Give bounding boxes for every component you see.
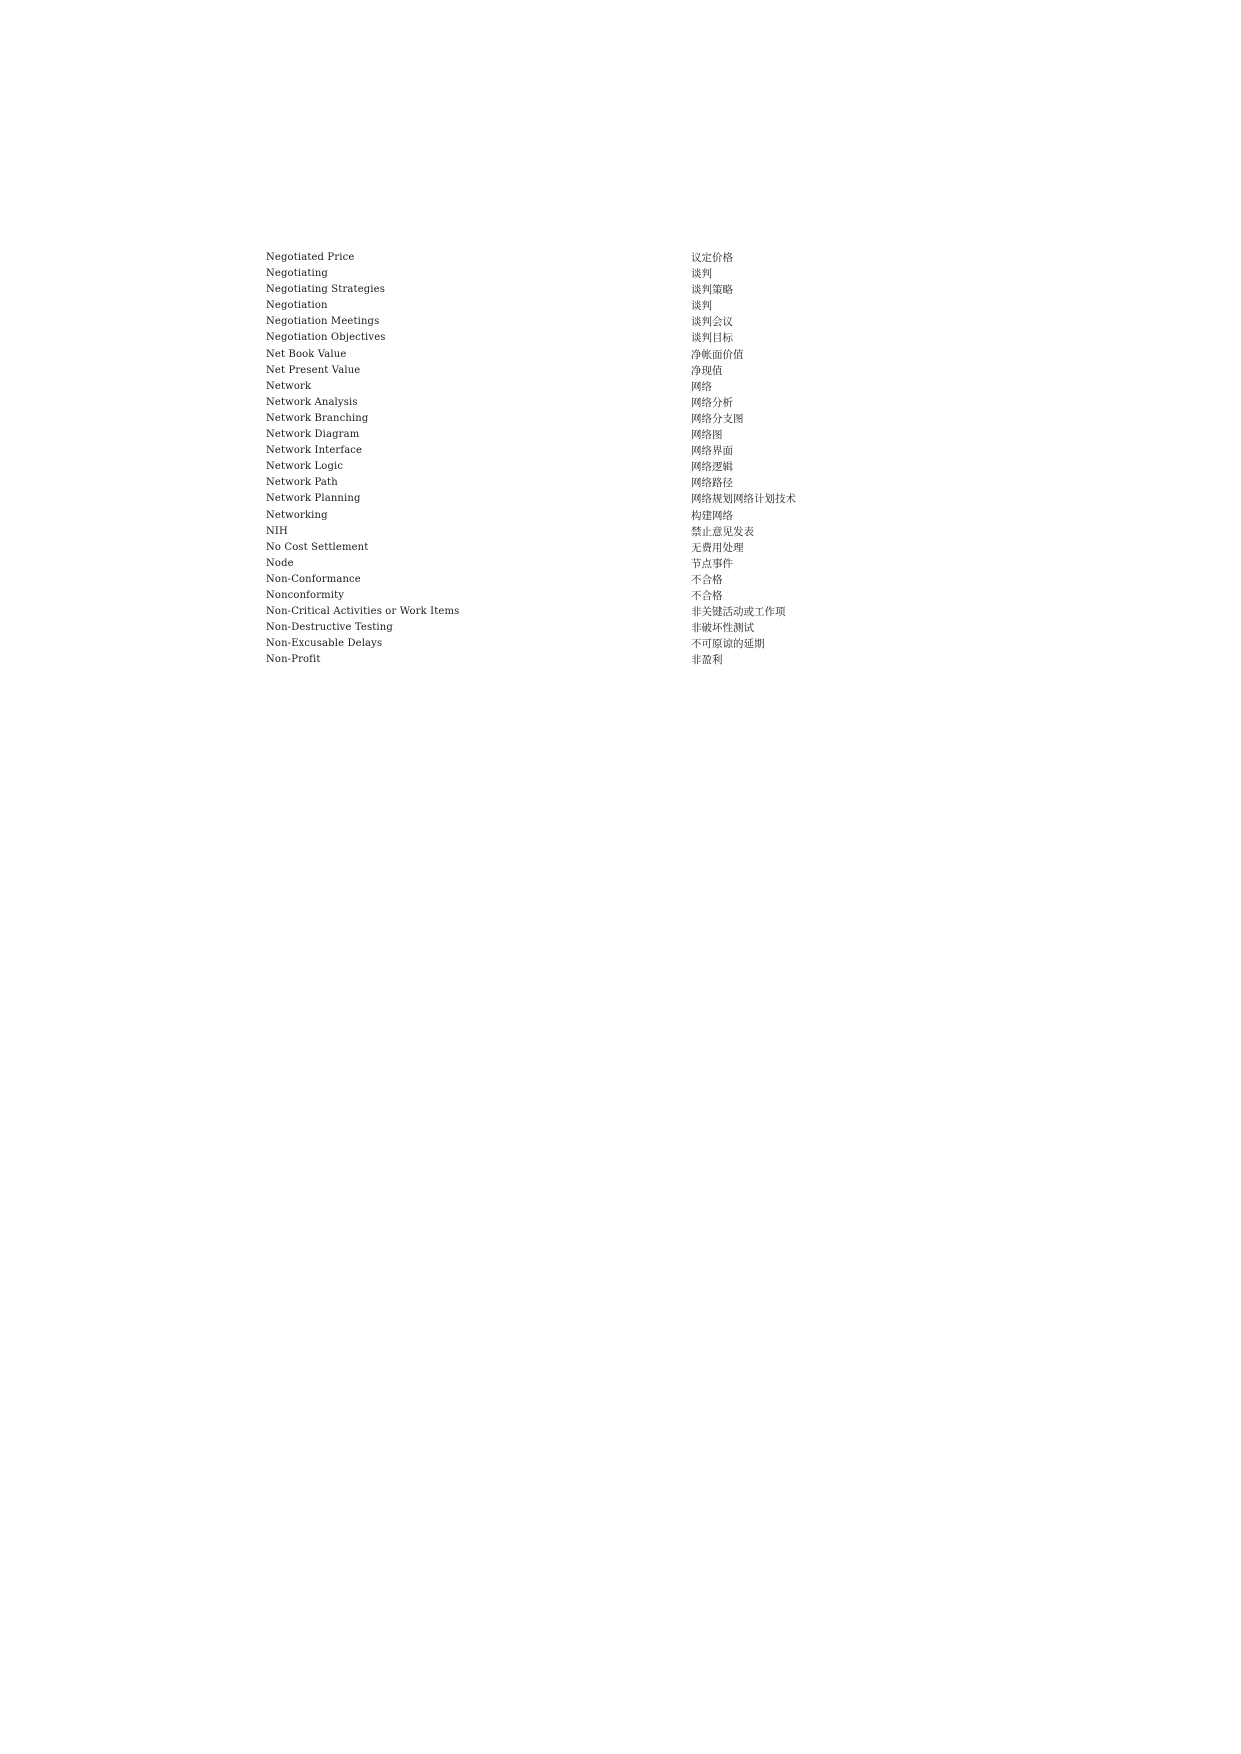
term: No Cost Settlement [266,541,369,553]
term: Negotiation Objectives [266,332,386,344]
term: Network Path [266,477,338,489]
translation: 网络分支图 [691,412,744,425]
translation: 不合格 [691,589,723,602]
glossary-entry [266,250,906,266]
term: Negotiating Strategies [266,284,386,296]
term: Network Interface [266,445,363,457]
glossary-entry [266,636,906,652]
glossary-entry [266,298,906,314]
glossary-entry [266,347,906,363]
glossary-entry [266,330,906,346]
term: Nonconformity [266,589,345,601]
glossary-entry [266,652,906,668]
glossary-entry [266,572,906,588]
term: Network Analysis [266,396,358,408]
glossary-list [266,250,906,668]
term: Negotiating [266,268,328,280]
glossary-entry [266,363,906,379]
glossary-entry [266,411,906,427]
glossary-entry [266,282,906,298]
translation: 议定价格 [691,252,733,264]
term: Non-Conformance [266,573,361,585]
term: Net Book Value [266,348,347,360]
glossary-entry [266,266,906,282]
glossary-entry [266,540,906,556]
translation: 禁止意见发表 [691,525,754,538]
term: Networking [266,509,328,521]
term: Non-Excusable Delays [266,638,383,650]
translation: 非盈利 [691,654,723,667]
translation: 网络界面 [691,445,733,458]
glossary-entry [266,588,906,604]
term: Network Diagram [266,429,360,441]
translation: 谈判目标 [691,332,733,345]
term: Negotiation Meetings [266,316,380,328]
translation: 网络 [691,380,712,393]
term: Network Planning [266,493,361,505]
translation: 网络规划网络计划技术 [691,493,796,506]
translation: 谈判 [691,268,712,281]
glossary-entry [266,524,906,540]
term: Negotiated Price [266,252,355,263]
translation: 网络分析 [691,396,733,409]
glossary-entry [266,491,906,507]
glossary-entry [266,443,906,459]
translation: 非破坏性测试 [691,622,754,635]
term: Node [266,557,294,569]
term: Network [266,380,312,392]
term: Network Logic [266,461,344,473]
glossary-entry [266,459,906,475]
glossary-entry [266,604,906,620]
glossary-entry [266,475,906,491]
term: Non-Critical Activities or Work Items [266,606,460,618]
term: Non-Destructive Testing [266,622,393,634]
term: Net Present Value [266,364,361,376]
term: NIH [266,525,288,537]
term: Network Branching [266,412,369,424]
translation: 网络路径 [691,477,733,490]
term: Non-Profit [266,654,321,666]
translation: 节点事件 [691,557,733,570]
term: Negotiation [266,300,328,312]
translation: 净帐面价值 [691,348,744,361]
translation: 谈判会议 [691,316,733,329]
translation: 不合格 [691,573,723,586]
translation: 净现值 [691,364,723,377]
glossary-entry [266,427,906,443]
translation: 不可原谅的延期 [691,638,765,651]
glossary-entry [266,395,906,411]
glossary-entry [266,379,906,395]
glossary-entry [266,314,906,330]
translation: 谈判 [691,300,712,313]
translation: 网络图 [691,429,723,442]
translation: 非关键活动或工作项 [691,606,786,619]
translation: 构建网络 [691,509,733,522]
glossary-entry [266,556,906,572]
translation: 网络逻辑 [691,461,733,474]
glossary-entry [266,620,906,636]
translation: 无费用处理 [691,541,744,554]
glossary-entry [266,508,906,524]
translation: 谈判策略 [691,284,733,297]
